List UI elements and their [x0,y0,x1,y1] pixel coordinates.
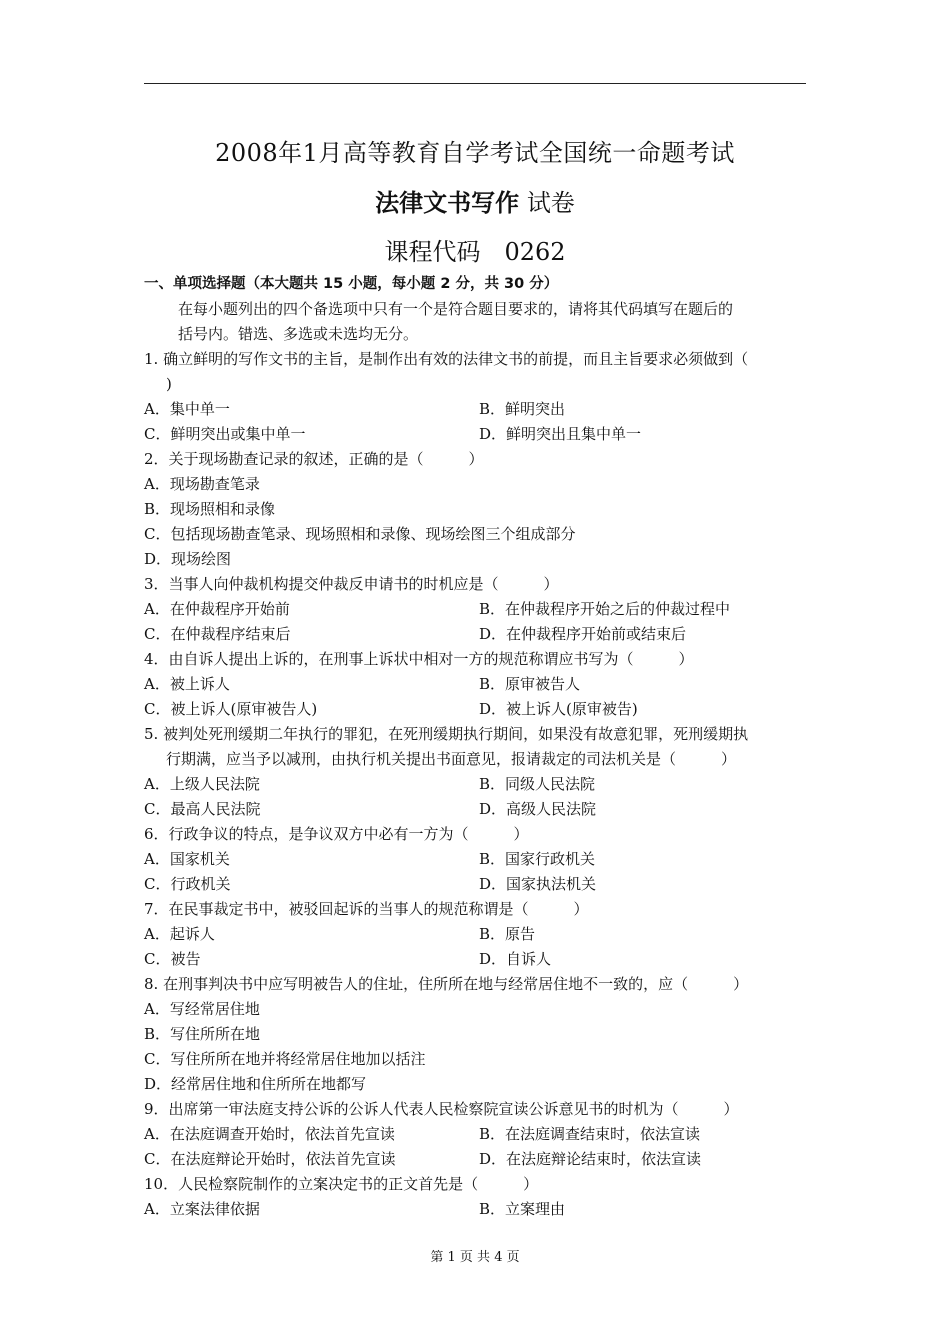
option-c: C．被上诉人(原审被告人) [144,700,318,718]
option-a: A．上级人民法院 [144,775,260,793]
option-a: A．写经常居住地 [144,1000,260,1018]
option-row [144,872,809,897]
instruction-line: 括号内。错选、多选或未选均无分。 [178,325,419,343]
option-b: B．立案理由 [479,1200,566,1218]
option-row [144,847,809,872]
instruction-line: 在每小题列出的四个备选项中只有一个是符合题目要求的，请将其代码填写在题后的 [178,300,734,318]
option-row [144,622,809,647]
option-c: C．行政机关 [144,875,231,893]
paper-label: 试卷 [526,189,575,217]
option-d: D．在法庭辩论结束时，依法宣读 [479,1150,702,1168]
header-rule [144,83,806,84]
option-c: C．被告 [144,950,201,968]
option-row [144,697,809,722]
option-b: B．现场照相和录像 [144,500,276,518]
option-row [144,1122,809,1147]
option-b: B．在法庭调查结束时，依法宣读 [479,1125,701,1143]
option-a: A．被上诉人 [144,675,230,693]
option-row [144,597,809,622]
option-a: A．集中单一 [144,400,230,418]
question-1-cont: ) [166,375,172,393]
option-row [144,1147,809,1172]
option-b: B．同级人民法院 [479,775,596,793]
option-a: A．立案法律依据 [144,1200,260,1218]
subject-name: 法律文书写作 [375,189,520,217]
option-c: C．写住所所在地并将经常居住地加以括注 [144,1050,426,1068]
option-d: D．高级人民法院 [479,800,597,818]
option-a: A．起诉人 [144,925,215,943]
option-d: D．被上诉人(原审被告) [479,700,638,718]
question-10: 10．人民检察院制作的立案决定书的正文首先是（ ） [144,1175,539,1193]
option-b: B．在仲裁程序开始之后的仲裁过程中 [479,600,731,618]
option-row [144,797,809,822]
exam-title: 2008年1月高等教育自学考试全国统一命题考试 [215,139,735,167]
paper-title [0,183,950,218]
page-number: 第 1 页 共 4 页 [430,1250,520,1265]
option-b: B．原审被告人 [479,675,581,693]
option-a: A．在仲裁程序开始前 [144,600,290,618]
question-2: 2．关于现场勘查记录的叙述，正确的是（ ） [144,450,484,468]
question-1: 1. 确立鲜明的写作文书的主旨，是制作出有效的法律文书的前提，而且主旨要求必须做到（ [144,350,749,368]
option-d: D．现场绘图 [144,550,232,568]
option-c: C．在法庭辩论开始时，依法首先宣读 [144,1150,396,1168]
option-row [144,922,809,947]
question-8: 8. 在刑事判决书中应写明被告人的住址，住所所在地与经常居住地不一致的，应（ ） [144,975,749,993]
option-d: D．自诉人 [479,950,552,968]
section-title: 一、单项选择题（本大题共 15 小题，每小题 2 分，共 30 分） [144,276,559,292]
option-b: B．原告 [479,925,536,943]
question-7: 7．在民事裁定书中，被驳回起诉的当事人的规范称谓是（ ） [144,900,589,918]
question-6: 6．行政争议的特点，是争议双方中必有一方为（ ） [144,825,529,843]
question-5-cont: 行期满，应当予以减刑，由执行机关提出书面意见，报请裁定的司法机关是（ ） [166,750,737,768]
option-c: C．包括现场勘查笔录、现场照相和录像、现场绘图三个组成部分 [144,525,576,543]
question-5: 5. 被判处死刑缓期二年执行的罪犯，在死刑缓期执行期间，如果没有故意犯罪，死刑缓期执 [144,725,749,743]
question-list [144,272,809,1222]
option-b: B．国家行政机关 [479,850,596,868]
option-row [144,397,809,422]
option-d: D．经常居住地和住所所在地都写 [144,1075,367,1093]
option-d: D．国家执法机关 [479,875,597,893]
course-code: 课程代码 0262 [384,238,566,266]
option-d: D．在仲裁程序开始前或结束后 [479,625,687,643]
option-row [144,947,809,972]
option-a: A．现场勘查笔录 [144,475,260,493]
option-row [144,772,809,797]
option-row [144,422,809,447]
option-c: C．最高人民法院 [144,800,261,818]
option-row [144,672,809,697]
option-d: D．鲜明突出且集中单一 [479,425,642,443]
option-b: B．鲜明突出 [479,400,566,418]
option-c: C．在仲裁程序结束后 [144,625,291,643]
question-4: 4．由自诉人提出上诉的，在刑事上诉状中相对一方的规范称谓应书写为（ ） [144,650,694,668]
option-c: C．鲜明突出或集中单一 [144,425,306,443]
option-a: A．在法庭调查开始时，依法首先宣读 [144,1125,395,1143]
option-row [144,1197,809,1222]
question-9: 9．出席第一审法庭支持公诉的公诉人代表人民检察院宣读公诉意见书的时机为（ ） [144,1100,739,1118]
option-b: B．写住所所在地 [144,1025,261,1043]
option-a: A．国家机关 [144,850,230,868]
question-3: 3．当事人向仲裁机构提交仲裁反申请书的时机应是（ ） [144,575,559,593]
